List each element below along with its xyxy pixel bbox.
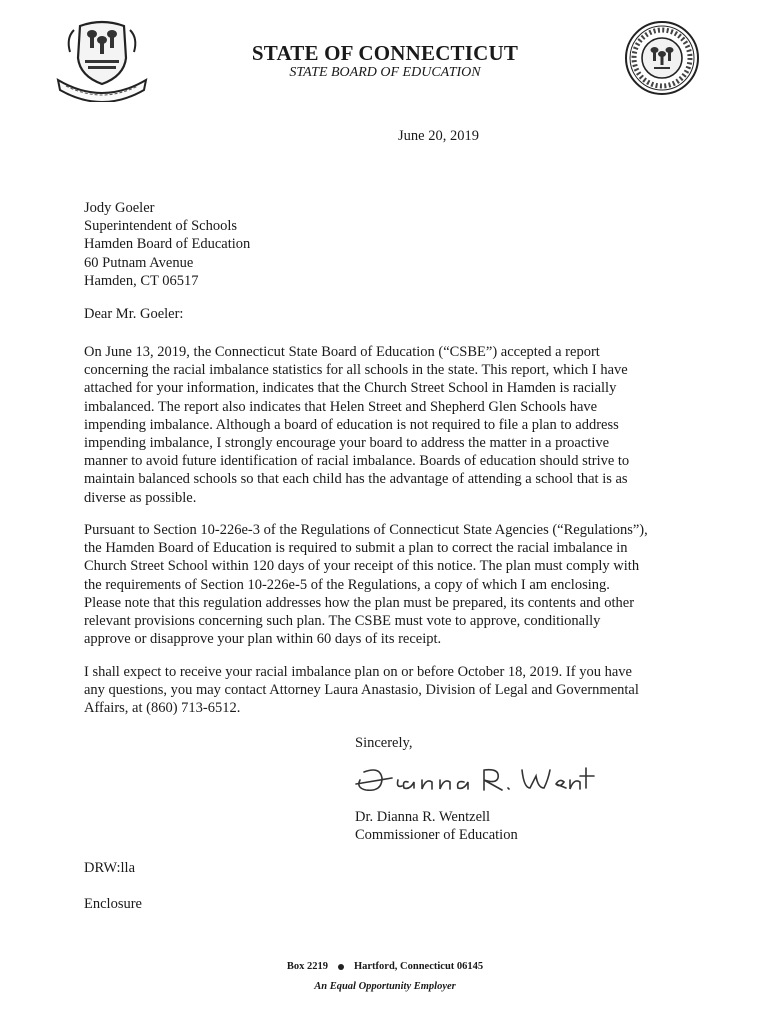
body-paragraph-2: [84, 521, 684, 648]
footer-eoe: An Equal Opportunity Employer: [314, 981, 456, 992]
text-line: concerning the racial imbalance statistics for all schools in the state. This report, which I have: [84, 362, 628, 379]
text-line: imbalanced. The report also indicates that Helen Street and Shepherd Glen Schools have: [84, 398, 598, 415]
closing: Sincerely,: [355, 735, 413, 751]
signer-name: Dr. Dianna R. Wentzell: [355, 809, 491, 825]
reference-initials: DRW:lla: [84, 860, 136, 876]
recipient-title: Superintendent of Schools: [84, 218, 238, 235]
text-line: attached for your information, indicates that the Church Street School in Hamden is racially: [84, 380, 617, 397]
text-line: impending imbalance, I strongly encourage your board to address the matter in a proactive: [84, 435, 610, 452]
letter-date: June 20, 2019: [398, 128, 479, 144]
footer-address: [0, 961, 770, 972]
state-name: STATE OF CONNECTICUT: [251, 41, 519, 65]
text-line: impending imbalance. Although a board of education is not required to file a plan to address: [84, 416, 619, 433]
text-line: Church Street School within 120 days of your receipt of this notice. The plan must comply with: [84, 558, 640, 575]
handwritten-signature: [352, 758, 602, 798]
text-line: diverse as possible.: [84, 489, 197, 506]
text-line: the requirements of Section 10-226e-5 of the Regulations, a copy of which I am enclosing.: [84, 576, 610, 593]
bullet-icon: [338, 964, 344, 970]
recipient-street: 60 Putnam Avenue: [84, 254, 194, 271]
text-line: any questions, you may contact Attorney Laura Anastasio, Division of Legal and Governmental: [84, 682, 639, 699]
text-line: relevant provisions concerning such plan. The CSBE must vote to approve, conditionally: [84, 613, 601, 630]
recipient-organization: Hamden Board of Education: [84, 236, 251, 253]
text-line: Please note that this regulation addresses how the plan must be prepared, its contents and other: [84, 594, 635, 611]
body-paragraph-1: [84, 343, 684, 507]
text-line: On June 13, 2019, the Connecticut State Board of Education (“CSBE”) accepted a report: [84, 344, 600, 360]
body-paragraph-3: [84, 663, 684, 718]
text-line: Affairs, at (860) 713-6512.: [84, 700, 241, 717]
recipient-city: Hamden, CT 06517: [84, 272, 199, 289]
text-line: the Hamden Board of Education is required to submit a plan to correct the racial imbalance in: [84, 540, 628, 557]
footer-box: Box 2219: [286, 961, 328, 972]
board-name: STATE BOARD OF EDUCATION: [289, 65, 481, 80]
text-line: I shall expect to receive your racial imbalance plan on or before October 18, 2019. If you have: [84, 664, 632, 680]
text-line: approve or disapprove your plan within 60 days of its receipt.: [84, 631, 442, 648]
signer-block: [355, 808, 518, 844]
signer-title: Commissioner of Education: [355, 827, 518, 844]
enclosure-notation: Enclosure: [84, 896, 142, 912]
recipient-address: [84, 199, 250, 290]
footer-city: Hartford, Connecticut 06145: [353, 961, 484, 972]
salutation: Dear Mr. Goeler:: [84, 306, 184, 322]
text-line: maintain balanced schools so that each child has the advantage of attending a school that is as: [84, 471, 628, 488]
recipient-name: Jody Goeler: [84, 200, 155, 216]
text-line: Pursuant to Section 10-226e-3 of the Regulations of Connecticut State Agencies (“Regulations”),: [84, 522, 648, 538]
text-line: manner to avoid future identification of racial imbalance. Boards of education should strive to: [84, 453, 630, 470]
